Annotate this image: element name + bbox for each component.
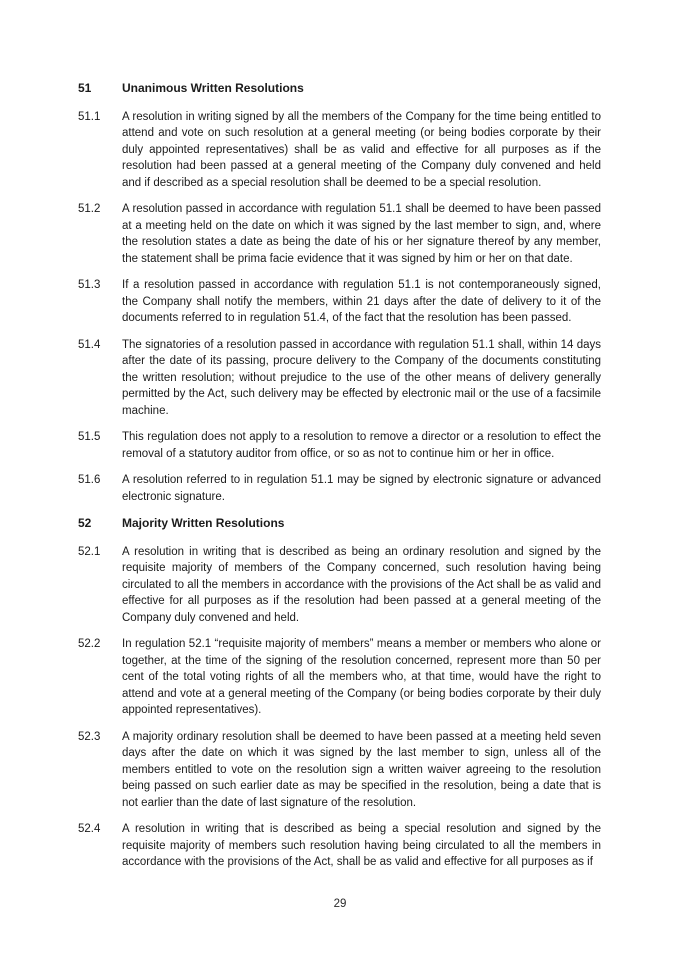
clause-51-2 — [78, 201, 601, 267]
clause-number: 51.1 — [78, 110, 101, 123]
clause-number: 51.4 — [78, 338, 101, 351]
section-number: 52 — [78, 516, 92, 530]
clause-number: 52.2 — [78, 638, 101, 650]
clause-52-2 — [78, 636, 601, 719]
clause-text: A resolution in writing signed by all the members of the Company for the time being entitled to attend and vote on such resolution at a general meeting (or being bodies corporate by their duly appointed representatives) shall be as valid and effective for all purposes as if the resolution had been passed at a general meeting of the Company duly convened and held and if described as a special resolution shall be deemed to be a special resolution. — [122, 110, 601, 189]
section-title: Unanimous Written Resolutions — [122, 81, 304, 95]
clause-number: 51.3 — [78, 279, 101, 291]
section-heading — [78, 515, 601, 532]
clause-52-1 — [78, 544, 601, 627]
clause-51-1 — [78, 109, 601, 192]
clause-52-4 — [78, 821, 601, 871]
clause-text: The signatories of a resolution passed in accordance with regulation 51.1 shall, within 14 days after the date of its passing, procure delivery to the Company of the documents constituting the written resolution; without prejudice to the use of the other means of delivery generally permitted by the Act, such delivery may be effected by electronic mail or the use of a facsimile machine. — [122, 338, 601, 417]
clause-51-4 — [78, 337, 601, 420]
clause-number: 52.1 — [78, 545, 101, 558]
clause-number: 52.4 — [78, 823, 101, 835]
clause-text: If a resolution passed in accordance with regulation 51.1 is not contemporaneously signed, the Company shall notify the members, within 21 days after the date of delivery to it of the documents referred to in regulation 51.4, of the fact that the resolution has been passed. — [122, 279, 601, 324]
clause-text: A majority ordinary resolution shall be deemed to have been passed at a meeting held seven days after the date on which it was signed by the last member to sign, unless all of the members entitled to vote on the resolution sign a written waiver agreeing to the resolution being passed on such earlier date as may be specified in the resolution, being a date that is not earlier than the date of last signature of the resolution. — [122, 730, 601, 809]
page-number: 29 — [333, 898, 347, 910]
clause-text: A resolution referred to in regulation 51.1 may be signed by electronic signature or advanced electronic signature. — [122, 474, 601, 503]
clause-number: 51.6 — [78, 474, 101, 486]
section-heading — [78, 80, 601, 97]
clause-51-6 — [78, 472, 601, 505]
clause-number: 51.2 — [78, 203, 101, 215]
clause-51-5 — [78, 429, 601, 462]
section-number: 51 — [78, 81, 92, 95]
document-content — [78, 80, 601, 881]
clause-51-3 — [78, 277, 601, 327]
section-51 — [78, 80, 601, 505]
clause-text: A resolution passed in accordance with regulation 51.1 shall be deemed to have been passed at a meeting held on the date on which it was signed by the last member to sign, and, where the resolution states a date as being the date of his or her signature thereof by any member, the statement shall be prima facie evidence that it was signed by him or her on that date. — [122, 203, 601, 265]
clause-52-3 — [78, 729, 601, 812]
clause-text: A resolution in writing that is described as being an ordinary resolution and signed by the requisite majority of members of the Company concerned, such resolution having being circulated to all the members in accordance with the provisions of the Act shall be as valid and effective for all purposes as if the resolution had been passed at a general meeting of the Company duly convened and held. — [122, 545, 601, 624]
clause-text: In regulation 52.1 “requisite majority of members” means a member or members who alone or together, at the time of the signing of the resolution concerned, represent more than 50 per cent of the total voting rights of all the members who, at that time, would have the right to attend and vote at a general meeting of the Company (or being bodies corporate by their duly appointed representatives). — [122, 638, 601, 716]
clause-text: This regulation does not apply to a resolution to remove a director or a resolution to effect the removal of a statutory auditor from office, or so as not to continue him or her in office. — [122, 431, 601, 460]
section-title: Majority Written Resolutions — [122, 516, 285, 530]
section-52 — [78, 515, 601, 871]
clause-number: 51.5 — [78, 431, 101, 443]
clause-number: 52.3 — [78, 730, 101, 743]
clause-text: A resolution in writing that is described as being a special resolution and signed by the requisite majority of members such resolution having being circulated to all the members in accordance with the provisions of the Act, shall be as valid and effective for all purposes as if — [122, 823, 601, 868]
